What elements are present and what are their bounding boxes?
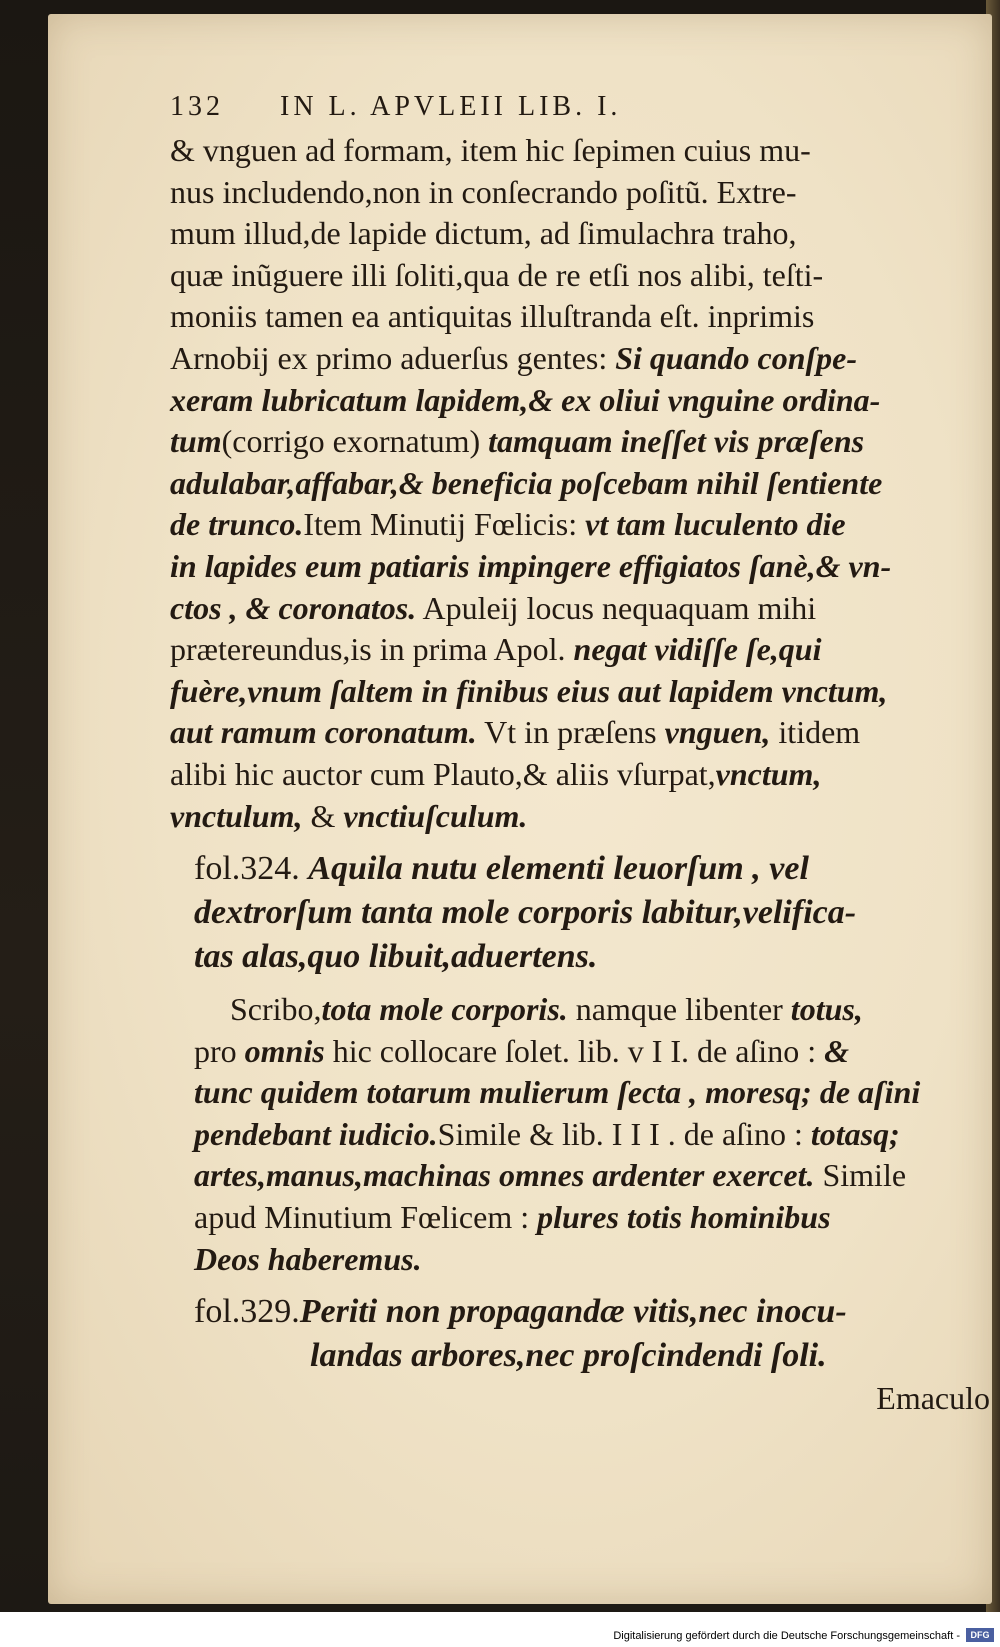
quotation-line (170, 546, 1000, 588)
text-line (170, 588, 1000, 630)
quotation-line (170, 1239, 1000, 1281)
lemma-text: dextrorſum tanta mole corporis labitur,velifica- (194, 894, 857, 932)
text-line (170, 1155, 1000, 1197)
text-span: (corrigo exornatum) (221, 423, 489, 460)
text-line (170, 629, 1000, 671)
quotation-span: totasq; (810, 1115, 900, 1152)
quotation-span: ctos , & coronatos. (170, 589, 417, 626)
quotation-line (170, 463, 1000, 505)
text-span: Scribo, (230, 991, 322, 1028)
lemma-line (170, 847, 1000, 891)
quotation-span: aut ramum coronatum. (170, 714, 477, 751)
text-span: Apuleij locus nequaquam mihi (416, 589, 817, 626)
quotation-span: vnctulum, (170, 797, 303, 834)
folio-reference: fol.329. (194, 1293, 300, 1331)
quotation-span: Si quando conſpe- (615, 339, 858, 376)
book-page (48, 14, 992, 1604)
text-span: & (302, 797, 344, 834)
text-line (170, 421, 1000, 463)
text-span: prætereundus,is in prima Apol. (170, 631, 574, 668)
quotation-span: vt tam luculento die (585, 506, 846, 543)
quotation-span: de trunco. (170, 506, 304, 543)
quotation-line (170, 380, 1000, 422)
running-title: IN L. APVLEII LIB. I. (280, 91, 622, 122)
quotation-span: negat vidiſſe ſe,qui (573, 631, 822, 668)
lemma-text: Periti non propagandæ vitis,nec inocu- (299, 1293, 847, 1331)
text-line (170, 712, 1000, 754)
funding-credit: Digitalisierung gefördert durch die Deutsche Forschungsgemeinschaft - (613, 1630, 960, 1642)
text-line (170, 1197, 1000, 1239)
running-head (170, 84, 1000, 130)
text-line (170, 796, 1000, 838)
quotation-span: vnctum, (715, 755, 822, 792)
quotation-span: tamquam ineſſet vis præſens (488, 423, 865, 460)
text-span: Vt in præſens (476, 714, 665, 751)
text-line (170, 1114, 1000, 1156)
text-line (170, 296, 1000, 338)
quotation-span: totus, (790, 991, 863, 1028)
lemma-line (170, 891, 1000, 935)
quotation-line (170, 1072, 1000, 1114)
quotation-span: tota mole corporis. (321, 991, 568, 1028)
text-line (170, 989, 1000, 1031)
text-span: hic collocare ſolet. lib. v I I. de aſino : (324, 1032, 825, 1069)
quotation-line (170, 671, 1000, 713)
quotation-span: in lapides eum patiaris impingere effigiatos ſanè,& vn- (170, 547, 892, 584)
lemma-line (170, 1334, 1000, 1378)
text-span: ad formam, item hic ſepimen cuius mu- (297, 132, 811, 168)
text-span: alibi hic auctor cum Plauto,& aliis vſurpat, (170, 755, 716, 792)
lemma-line (170, 935, 1000, 979)
text-line (170, 172, 1000, 214)
page-text (170, 84, 1000, 1420)
text-span: Simile (814, 1157, 907, 1194)
text-span: quæ inũguere illi ſoliti,qua de re etſi nos alibi, teſti- (170, 256, 824, 293)
text-line (170, 130, 1000, 172)
quotation-span: xeram lubricatum lapidem,& ex oliui vnguine ordina- (170, 381, 881, 418)
text-span: moniis tamen ea antiquitas illuſtranda eſt. inprimis (170, 298, 815, 335)
quotation-span: vnctiuſculum. (343, 797, 528, 834)
text-span: apud Minutium Fœlicem : (194, 1199, 538, 1236)
text-span: nus includendo,non in conſecrando poſitũ. Extre- (170, 173, 797, 210)
text-line (170, 338, 1000, 380)
text-line (170, 754, 1000, 796)
catchword: Emaculo (876, 1380, 990, 1417)
text-span: itidem (770, 714, 861, 751)
quotation-span: vnguen, (664, 714, 771, 751)
text-span: & vnguen (170, 132, 298, 168)
quotation-span: omnis (244, 1032, 325, 1069)
lemma-text: Aquila nutu elementi leuorſum , vel (308, 850, 809, 888)
lemma-text: tas alas,quo libuit,aduertens. (194, 938, 598, 976)
dfg-logo: DFG (966, 1628, 994, 1642)
text-line (170, 1031, 1000, 1073)
page-number: 132 (170, 91, 224, 122)
lemma-line (170, 1290, 1000, 1334)
text-span: Arnobij ex primo aduerſus gentes: (170, 339, 616, 376)
text-span: mum illud,de lapide dictum, ad ſimulachra traho, (170, 215, 797, 252)
quotation-span: pendebant iudicio. (194, 1115, 438, 1152)
text-span: pro (194, 1032, 245, 1069)
text-line (170, 255, 1000, 297)
quotation-span: & (824, 1032, 849, 1069)
text-line (170, 504, 1000, 546)
folio-reference: fol.324. (194, 850, 300, 888)
text-span: namque libenter (567, 991, 791, 1028)
quotation-span: tum (170, 423, 222, 460)
lemma-text: landas arbores,nec proſcindendi ſoli. (310, 1337, 827, 1375)
quotation-span: Deos haberemus. (194, 1240, 422, 1277)
catchword-line (170, 1378, 990, 1420)
quotation-span: adulabar,affabar,& beneficia poſcebam nihil ſentiente (170, 464, 883, 501)
quotation-span: plures totis hominibus (537, 1199, 831, 1236)
text-line (170, 213, 1000, 255)
quotation-span: tunc quidem totarum mulierum ſecta , moresq; de aſini (194, 1074, 921, 1111)
text-span: Simile & lib. I I I . de aſino : (437, 1115, 811, 1152)
text-span: Item Minutij Fœlicis: (303, 506, 586, 543)
quotation-span: fuère,vnum ſaltem in finibus eius aut lapidem vnctum, (170, 672, 888, 709)
quotation-span: artes,manus,machinas omnes ardenter exercet. (194, 1157, 815, 1194)
